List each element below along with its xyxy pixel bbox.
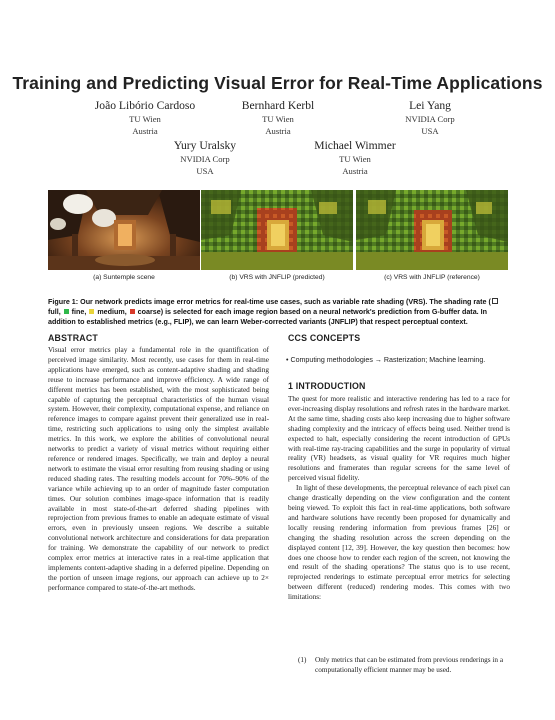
abstract-paragraph: Visual error metrics play a fundamental role in the quantification of perceived image similarity. Most recently, use cases for them in real-time applications have emerged, such as content-adaptive shading and shading reuse to increase performance and improve efficiency. A wide range of different metrics has been established, with the most sophisticated being capable of capturing the perceptual characteristics of the human visual system. However, their complexity, computational expense, and reliance on reference images to compare against prevent their generalized use in real-time, restricting such applications to using only the simplest available metrics. In this work, we explore the abilities of convolutional neural networks to predict a variety of visual metrics without requiring either reference or rendered images. Specifically, we train and deploy a neural network to estimate the visual error resulting from reusing shading or using reduced shading rates. The resulting models account for 70%–90% of the variance while achieving up to an order of magnitude faster computation times. Our solution combines image-space information that is readily available in most state-of-the-art deferred shading pipelines with reprojection from previous frames to enable an adequate estimate of visual errors, even in previously unseen regions. We describe a suitable convolutional network architecture and considerations for data preparation for training. We demonstrate the capability of our network to predict complex error metrics at interactive rates in a real-time application that implements content-adaptive shading in a deferred pipeline. Depending on the portion of unseen image regions, our approach can achieve up to 2× performance compared to state-of-the-art methods. (48, 346, 269, 592)
legend-label: fine, (69, 308, 89, 317)
author-block (193, 100, 363, 138)
author-country: USA (421, 126, 439, 136)
author-block (120, 140, 290, 178)
author-name: Lei Yang (409, 99, 451, 112)
author-affiliation: TU Wien (339, 153, 371, 164)
ccs-concepts: • Computing methodologies → Rasterization; Machine learning. (286, 356, 486, 364)
figure-image-vrs-reference (356, 190, 508, 270)
author-affiliation: NVIDIA Corp (405, 113, 455, 124)
subfigure-caption: (a) Suntemple scene (93, 274, 155, 281)
author-name: Michael Wimmer (314, 139, 396, 152)
author-name: Bernhard Kerbl (241, 99, 315, 112)
figure-image-vrs-predicted (201, 190, 353, 270)
author-affiliation: TU Wien (262, 113, 294, 124)
abstract-body (48, 346, 269, 594)
ccs-heading: CCS CONCEPTS (288, 333, 361, 343)
legend-label: coarse (135, 308, 161, 317)
author-country: Austria (132, 126, 158, 136)
paper-title: Training and Predicting Visual Error for Real-Time Applications (12, 73, 543, 93)
caption-text: Our network predicts image error metrics for real-time use cases, such as variable rate shading (VRS). The shading rate ( (80, 298, 491, 306)
figure-caption (48, 297, 508, 327)
legend-swatch-full (492, 298, 498, 304)
author-country: Austria (265, 126, 291, 136)
list-text: Only metrics that can be estimated from previous renderings in a computationally efficient manner may be used. (315, 656, 504, 674)
figure-image-suntemple (48, 190, 200, 270)
author-country: USA (196, 166, 214, 176)
caption-label: Figure 1: (48, 298, 81, 306)
list-number: (1) (298, 656, 307, 664)
author-block (270, 140, 440, 178)
author-block (345, 100, 515, 138)
section-heading-introduction: 1 INTRODUCTION (288, 381, 366, 391)
author-name: João Libório Cardoso (94, 99, 196, 112)
author-country: Austria (342, 166, 368, 176)
introduction-body (288, 395, 510, 603)
intro-paragraph: In light of these developments, the perceptual relevance of each pixel can change drastically depending on the view configuration and the content being viewed. To exploit this fact in real-time applications, both software and hardware solutions have recently been proposed for dynamically and locally reusing rendering information from previous frames [26] or changing the shading resolution across the screen depending on the displayed content [12, 39]. However, the key question then becomes: how does one choose how to render each region of the screen, not knowing the end result of the shading operations? The status quo is to use recent, reprojected renderings to estimate perceptual error metrics for selecting between different (reduced) rendering modes. This comes with two limitations: (288, 484, 510, 602)
legend-label: medium, (95, 308, 129, 317)
author-affiliation: NVIDIA Corp (180, 153, 230, 164)
caption-text: ) is selected for each image region based on a neural network's prediction from G-buffer data. In addition to established metrics (e.g., FLIP), we can learn Weber-corrected variants (JNFLIP) that respect perceptual context. (48, 308, 487, 327)
subfigure-caption: (c) VRS with JNFLIP (reference) (384, 274, 480, 281)
legend-swatch-coarse (130, 309, 135, 314)
abstract-heading: ABSTRACT (48, 333, 98, 343)
legend-swatch-medium (89, 309, 94, 314)
legend-swatch-fine (64, 309, 69, 314)
intro-paragraph: The quest for more realistic and interactive rendering has led to a race for ever-increasing display resolutions and refresh rates in the hardware market. At the same time, shading costs also keep increasing due to higher software shading complexity and the intricacy of effects being used. Neither trend is expected to halt, especially considering the recent introduction of GPUs with real-time ray-tracing capabilities and the surge in popularity of virtual reality (VR) headsets, as visual quality for VR requires much higher resolutions and framerates than regular screens for the same level of perceived visual fidelity. (288, 395, 510, 483)
subfigure-caption: (b) VRS with JNFLIP (predicted) (229, 274, 325, 281)
author-affiliation: TU Wien (129, 113, 161, 124)
author-name: Yury Uralsky (173, 139, 237, 152)
legend-label: full, (48, 308, 63, 317)
